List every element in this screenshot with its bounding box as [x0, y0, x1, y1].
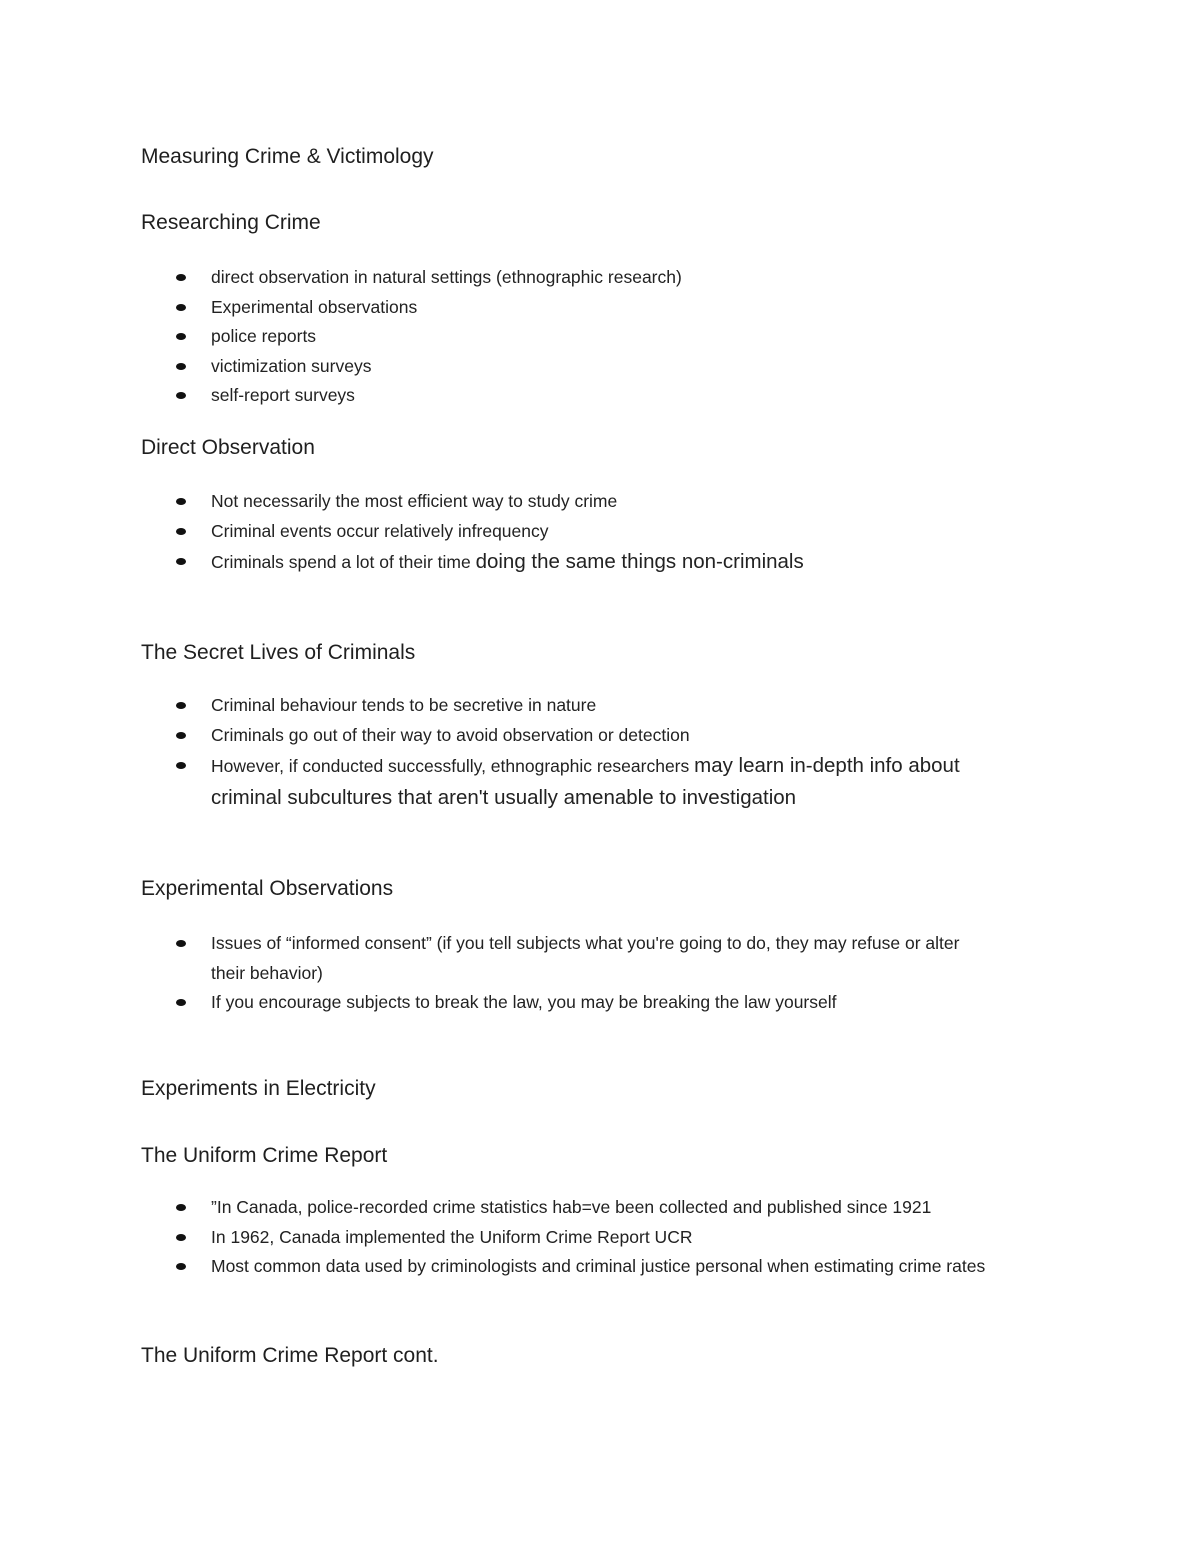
list-item: police reports	[176, 322, 682, 352]
bullet-icon	[176, 762, 186, 769]
bullet-icon	[176, 304, 186, 311]
bullet-icon	[176, 1263, 186, 1270]
list-item: Criminal behaviour tends to be secretive in nature	[176, 691, 960, 721]
bullet-icon	[176, 498, 186, 505]
list-item: Criminal events occur relatively infrequency	[176, 517, 804, 547]
list-item: In 1962, Canada implemented the Uniform Crime Report UCR	[176, 1223, 985, 1253]
list-item: Experimental observations	[176, 293, 682, 323]
bullet-icon	[176, 274, 186, 281]
experimental-observations-list	[176, 929, 959, 1017]
list-item: Criminals spend a lot of their time doing the same things non-criminals	[176, 546, 804, 578]
section-heading-uniform-crime-report: The Uniform Crime Report	[141, 1144, 388, 1167]
list-item: If you encourage subjects to break the law, you may be breaking the law yourself	[176, 988, 959, 1018]
list-item: Not necessarily the most efficient way to study crime	[176, 487, 804, 517]
list-item: Criminals go out of their way to avoid observation or detection	[176, 721, 960, 751]
section-heading-experiments-electricity: Experiments in Electricity	[141, 1077, 376, 1100]
section-heading-direct-observation: Direct Observation	[141, 436, 315, 459]
list-item: victimization surveys	[176, 352, 682, 382]
bullet-icon	[176, 333, 186, 340]
bullet-icon	[176, 940, 186, 947]
bullet-icon	[176, 363, 186, 370]
uniform-crime-report-list	[176, 1193, 985, 1282]
document-title: Measuring Crime & Victimology	[141, 145, 434, 168]
bullet-icon	[176, 732, 186, 739]
direct-observation-list	[176, 487, 804, 578]
section-heading-uniform-crime-report-cont: The Uniform Crime Report cont.	[141, 1344, 439, 1367]
bullet-icon	[176, 1204, 186, 1211]
list-item: Most common data used by criminologists and criminal justice personal when estimating crime rates	[176, 1252, 985, 1282]
bullet-icon	[176, 528, 186, 535]
bullet-icon	[176, 392, 186, 399]
secret-lives-list	[176, 691, 960, 814]
bullet-icon	[176, 558, 186, 565]
bullet-icon	[176, 702, 186, 709]
list-item: Issues of “informed consent” (if you tell subjects what you're going to do, they may refuse or alter their behavior)	[176, 929, 959, 988]
section-heading-researching-crime: Researching Crime	[141, 211, 321, 234]
list-item: However, if conducted successfully, ethnographic researchers may learn in-depth info about criminal subcultures that aren't usually amenable to investigation	[176, 750, 960, 814]
bullet-icon	[176, 1234, 186, 1241]
list-item: self-report surveys	[176, 381, 682, 411]
list-item: direct observation in natural settings (ethnographic research)	[176, 263, 682, 293]
researching-crime-list	[176, 263, 682, 411]
section-heading-secret-lives: The Secret Lives of Criminals	[141, 641, 416, 664]
section-heading-experimental-observations: Experimental Observations	[141, 877, 394, 900]
bullet-icon	[176, 999, 186, 1006]
list-item: ”In Canada, police-recorded crime statistics hab=ve been collected and published since 1921	[176, 1193, 985, 1223]
